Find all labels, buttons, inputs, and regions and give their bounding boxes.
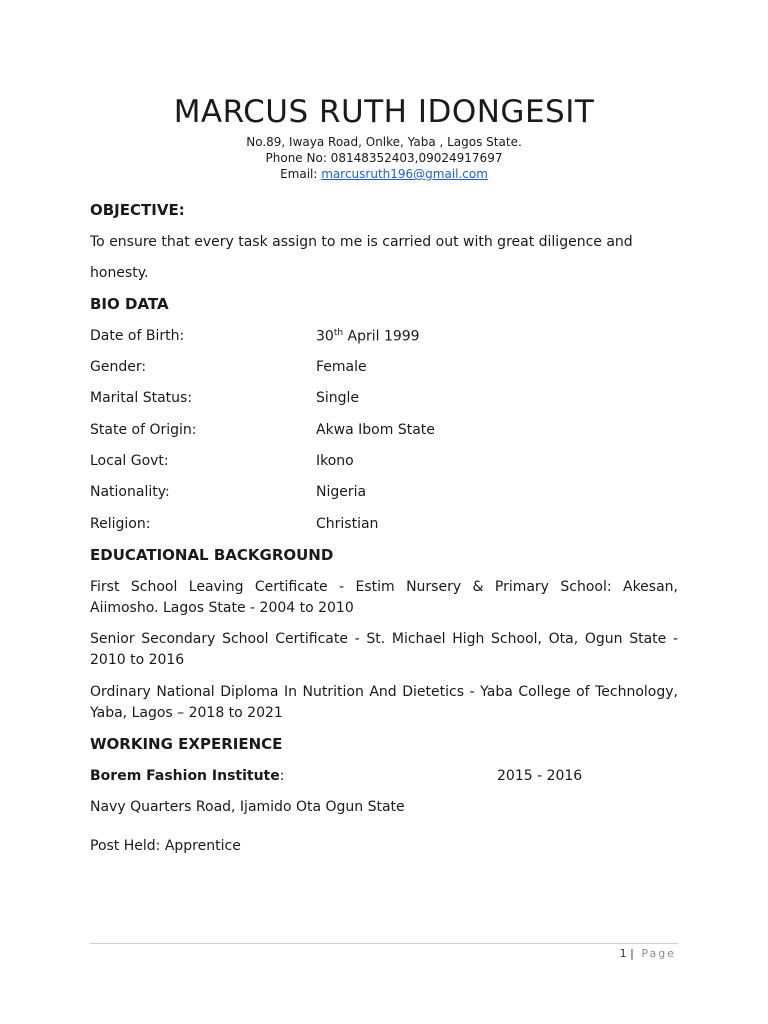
religion-value: Christian <box>316 516 379 532</box>
page-separator: | <box>630 947 634 960</box>
education-item: Senior Secondary School Certificate - St. Michael High School, Ota, Ogun State - 2010 to 2016 <box>90 631 678 668</box>
page-number: 1 <box>619 947 627 960</box>
email-link[interactable]: marcusruth196@gmail.com <box>321 167 488 181</box>
local-govt-value: Ikono <box>316 453 354 469</box>
local-govt-label: Local Govt: <box>90 453 169 469</box>
post-held: Post Held: Apprentice <box>90 838 241 854</box>
nationality-label: Nationality: <box>90 484 170 500</box>
phone-line: Phone No: 08148352403,09024917697 <box>265 151 503 165</box>
gender-label: Gender: <box>90 359 147 375</box>
objective-line-1: To ensure that every task assign to me is carried out with great diligence and <box>90 234 633 250</box>
experience-heading: WORKING EXPERIENCE <box>90 735 283 753</box>
religion-label: Religion: <box>90 516 151 532</box>
footer-divider <box>90 943 678 944</box>
applicant-name: MARCUS RUTH IDONGESIT <box>173 94 595 130</box>
page-label: Page <box>641 947 676 960</box>
education-heading: EDUCATIONAL BACKGROUND <box>90 546 334 564</box>
employer-name: Borem Fashion Institute <box>90 768 280 784</box>
state-of-origin-value: Akwa Ibom State <box>316 422 435 438</box>
email-label: Email: <box>280 167 318 181</box>
objective-heading: OBJECTIVE: <box>90 201 185 219</box>
education-item: First School Leaving Certificate - Estim Nursery & Primary School: Akesan, Aiimosho. Lagos State - 2004 to 2010 <box>90 579 678 616</box>
marital-status-value: Single <box>316 390 360 406</box>
dob-ordinal: th <box>333 328 344 338</box>
state-of-origin-label: State of Origin: <box>90 422 197 438</box>
gender-value: Female <box>316 359 367 375</box>
page-footer <box>620 947 676 960</box>
education-item: Ordinary National Diploma In Nutrition And Dietetics - Yaba College of Technology, Yaba, Lagos – 2018 to 2021 <box>90 684 678 721</box>
bio-data-heading: BIO DATA <box>90 295 169 313</box>
dob-value <box>316 328 420 345</box>
objective-line-2: honesty. <box>90 265 149 281</box>
email-line <box>0 166 768 182</box>
dob-month-year: April 1999 <box>343 328 420 345</box>
dob-day: 30 <box>316 328 334 345</box>
marital-status-label: Marital Status: <box>90 390 193 406</box>
employer-address: Navy Quarters Road, Ijamido Ota Ogun State <box>90 799 405 815</box>
dob-label: Date of Birth: <box>90 328 185 344</box>
employment-period: 2015 - 2016 <box>497 768 583 784</box>
employer-colon: : <box>279 768 285 784</box>
employer-line <box>90 766 284 787</box>
nationality-value: Nigeria <box>316 484 367 500</box>
address-line: No.89, Iwaya Road, Onlke, Yaba , Lagos State. <box>246 135 522 149</box>
